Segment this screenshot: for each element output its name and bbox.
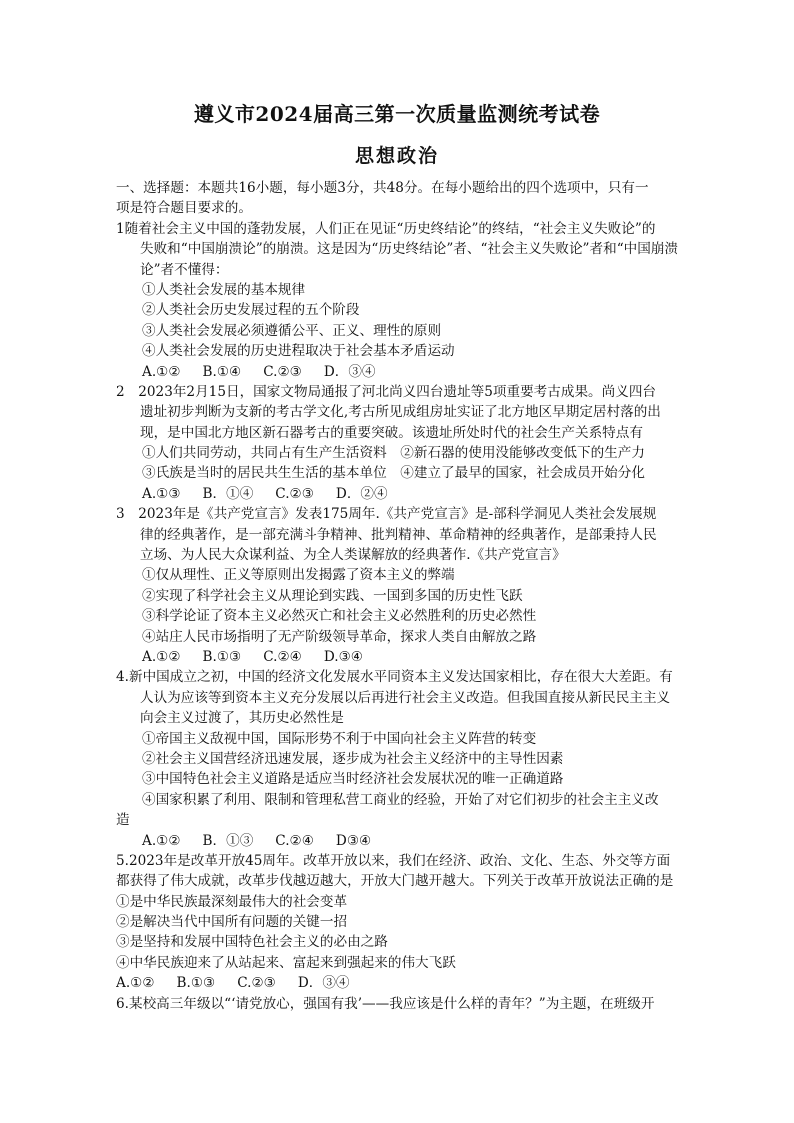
answer-choice-a: A.①② <box>142 648 181 665</box>
option-item: ①帝国主义敌视中国，国际形势不利于中国向社会主义阵营的转变 <box>142 730 537 747</box>
answer-choices <box>116 484 682 504</box>
answer-choice-b: B．①④ <box>202 485 254 502</box>
question-stem: 6.某校高三年级以“‘请党放心，强国有我’——我应该是什么样的青年？”为主题，在班级开 <box>116 995 655 1012</box>
option-item: ①人们共同劳动，共同占有生产生活资料 ②新石器的使用没能够改变低下的生产力 <box>142 445 645 462</box>
answer-choice-b: B.①④ <box>202 363 242 380</box>
question-3 <box>116 504 682 667</box>
question-stem: 向会主义过渡了，其历史必然性是 <box>140 710 344 727</box>
option-item: ④站庄人民市场指明了无产阶级领导革命，探求人类自由解放之路 <box>142 628 537 645</box>
answer-choice-b: B.①③ <box>202 648 242 665</box>
question-stem: 2 2023年2月15日，国家文物局通报了河北尚义四台遗址等5项重要考古成果。尚义四台 <box>116 383 657 400</box>
answer-choice-a: A.①③ <box>142 485 181 502</box>
question-5 <box>116 851 682 994</box>
option-item: ③中国特色社会主义道路是适应当时经济社会发展状况的唯一正确道路 <box>142 771 564 788</box>
section-instruction: 一、选择题：本题共16小题，每小题3分，共48分。在每小题给出的四个选项中，只有一 <box>116 180 649 196</box>
answer-choice-c: C.②③ <box>237 975 276 992</box>
answer-choice-c: C.②③ <box>275 485 314 502</box>
answer-choices <box>116 831 682 851</box>
option-item: ②实现了科学社会主义从理论到实践、一国到多国的历史性飞跃 <box>142 587 523 604</box>
question-1 <box>116 219 682 382</box>
answer-choice-d: D．③④ <box>297 975 350 992</box>
question-content <box>116 178 682 1014</box>
option-item: ②社会主义国营经济迅速发展，逐步成为社会主义经济中的主导性因素 <box>142 750 564 767</box>
answer-choice-d: D.③④ <box>323 648 363 665</box>
question-6 <box>116 994 682 1014</box>
answer-choice-c: C.②④ <box>275 832 314 849</box>
question-stem: 遗址初步判断为支新的考古学文化,考古所见成组房址实证了北方地区早期定居村落的出 <box>140 404 661 421</box>
option-item: ④中华民族迎来了从站起来、富起来到强起来的伟大飞跃 <box>116 954 456 971</box>
option-item: ③氏族是当时的居民共生生活的基本单位 ④建立了最早的国家，社会成员开始分化 <box>142 465 645 482</box>
answer-choice-a: A.①② <box>116 975 155 992</box>
question-2 <box>116 382 682 504</box>
answer-choice-c: C.②③ <box>263 363 302 380</box>
answer-choice-a: A.①② <box>142 363 181 380</box>
option-item-tail: 造 <box>116 812 130 829</box>
answer-choice-b: B．①③ <box>202 832 254 849</box>
question-stem: 1随着社会主义中国的蓬勃发展，人们正在见证“历史终结论”的终结，“社会主义失败论”的 <box>116 220 656 237</box>
question-stem: 5.2023年是改革开放45周年。改革开放以来，我们在经济、政治、文化、生态、外交等方面 <box>116 852 671 869</box>
option-item: ③人类社会发展必须遵循公平、正义、理性的原则 <box>142 322 442 339</box>
question-stem: 都获得了伟大成就，改革步伐越迈越大，开放大门越开越大。下列关于改革开放说法正确的是 <box>116 873 674 890</box>
subject-title: 思想政治 <box>354 145 439 167</box>
answer-choice-a: A.①② <box>142 832 181 849</box>
question-4 <box>116 667 682 851</box>
option-item: ①仅从理性、正义等原则出发揭露了资本主义的弊端 <box>142 567 455 584</box>
question-stem: 现，是中国北方地区新石器考古的重要突破。该遗址所处时代的社会生产关系特点有 <box>140 424 643 441</box>
question-stem: 4.新中国成立之初，中国的经济文化发展水平同资本主义发达国家相比，存在很大大差距。有 <box>116 669 673 686</box>
option-item: ②是解决当代中国所有问题的关键一招 <box>116 914 348 931</box>
section-instruction-cont: 项是符合题目要求的。 <box>116 200 252 217</box>
answer-choices <box>116 362 682 382</box>
question-stem: 3 2023年是《共产党宣言》发表175周年.《共产党宣言》是-部科学洞见人类社会发展规 <box>116 506 657 523</box>
exam-title: 遵义市2024届高三第一次质量监测统考试卷 <box>193 102 601 126</box>
question-stem: 立场、为人民大众谋利益、为全人类谋解放的经典著作.《共产党宣言》 <box>140 547 566 564</box>
option-item: ④国家积累了利用、限制和管理私营工商业的经验，开始了对它们初步的社会主主义改 <box>142 791 659 808</box>
answer-choice-b: B.①③ <box>176 975 216 992</box>
answer-choice-d: D．③④ <box>323 363 376 380</box>
question-stem: 人认为应该等到资本主义充分发展以后再进行社会主义改造。但我国直接从新民民主主义 <box>140 689 671 706</box>
option-item: ②人类社会历史发展过程的五个阶段 <box>142 302 360 319</box>
option-item: ③是坚持和发展中国特色社会主义的必由之路 <box>116 934 388 951</box>
question-stem: 失败和“中国崩溃论”的崩溃。这是因为“历史终结论”者、“社会主义失败论”者和“中国崩溃 <box>140 241 679 258</box>
question-stem: 论”者不懂得： <box>140 261 229 278</box>
option-item: ④人类社会发展的历史进程取决于社会基本矛盾运动 <box>142 343 455 360</box>
option-item: ①是中华民族最深刻最伟大的社会变革 <box>116 893 348 910</box>
answer-choice-d: D．②④ <box>335 485 388 502</box>
answer-choice-c: C.②④ <box>263 648 302 665</box>
answer-choices <box>116 973 682 993</box>
answer-choices <box>116 647 682 667</box>
question-stem: 律的经典著作，是一部充满斗争精神、批判精神、革命精神的经典著作，是部秉持人民 <box>140 526 657 543</box>
answer-choice-d: D③④ <box>335 832 372 849</box>
option-item: ③科学论证了资本主义必然灭亡和社会主义必然胜利的历史必然性 <box>142 608 537 625</box>
option-item: ①人类社会发展的基本规律 <box>142 281 306 298</box>
